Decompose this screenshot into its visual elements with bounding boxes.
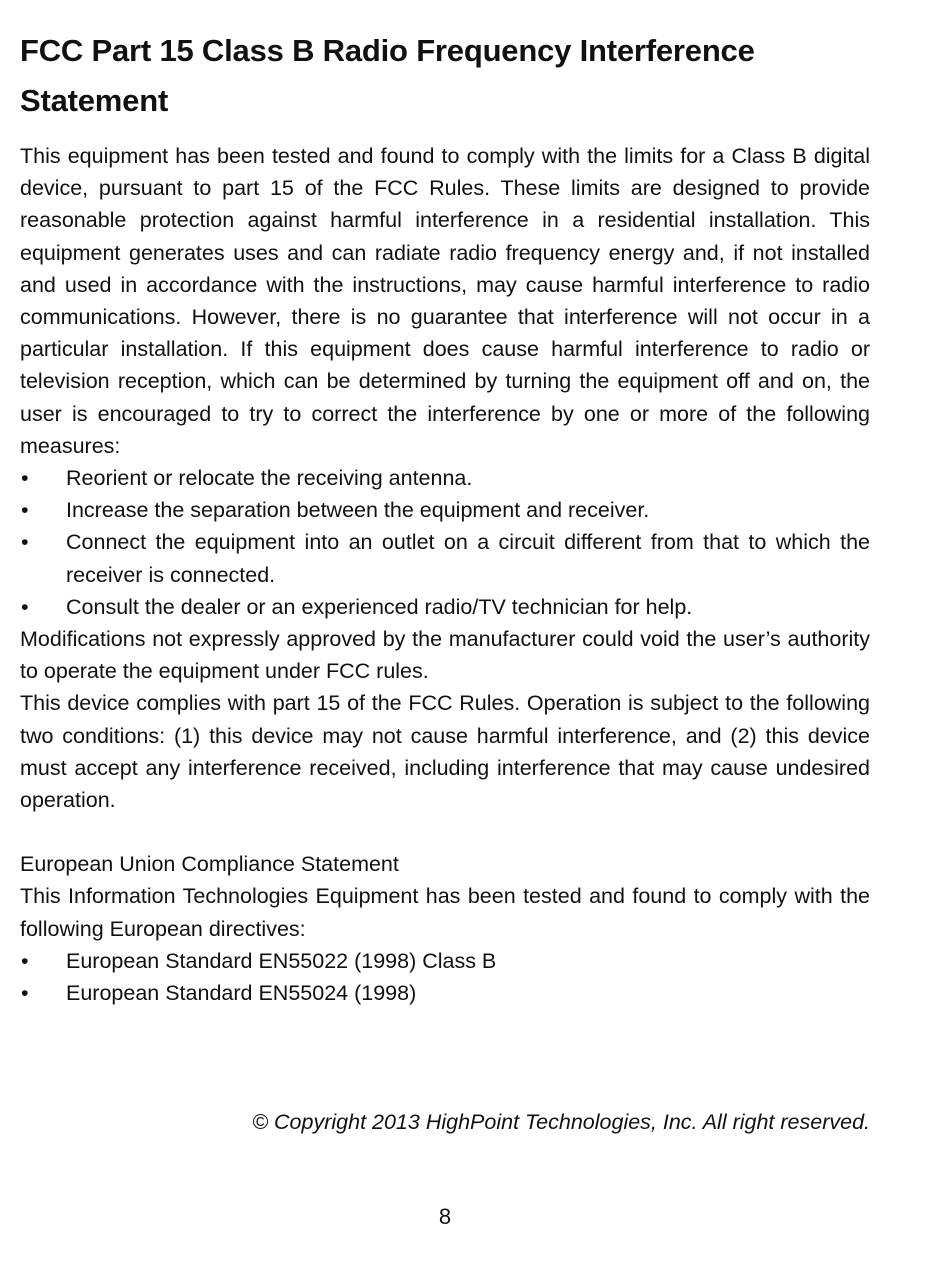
page-number: 8	[438, 1204, 452, 1229]
document-page	[20, 26, 870, 1009]
bullet-icon: •	[21, 498, 29, 523]
eu-standards-list	[20, 945, 870, 1009]
list-item	[20, 977, 870, 1009]
fcc-compliance-paragraph: This device complies with part 15 of the FCC Rules. Operation is subject to the following two conditions: (1) this device may not cause harmful interference, and (2) this device must accept any interference received, including interference that may cause undesired operation.	[20, 691, 870, 813]
list-item-text: European Standard EN55024 (1998)	[66, 981, 417, 1006]
list-item	[20, 526, 870, 590]
list-item-text: Reorient or relocate the receiving antenna.	[66, 466, 473, 491]
list-item	[20, 494, 870, 526]
bullet-icon: •	[21, 466, 29, 491]
fcc-modifications-paragraph: Modifications not expressly approved by the manufacturer could void the user’s authority to operate the equipment under FCC rules.	[20, 627, 870, 684]
section-spacer	[20, 816, 870, 848]
list-item	[20, 462, 870, 494]
fcc-intro-paragraph: This equipment has been tested and found to comply with the limits for a Class B digital device, pursuant to part 15 of the FCC Rules. These limits are designed to provide reasonable protection against harmful interference in a residential installation. This equipment generates uses and can radiate radio frequency energy and, if not installed and used in accordance with the instructions, may cause harmful interference to radio communications. However, there is no guarantee that interference will not occur in a particular installation. If this equipment does cause harmful interference to radio or television reception, which can be determined by turning the equipment off and on, the user is encouraged to try to correct the interference by one or more of the following measures:	[20, 144, 870, 458]
list-item	[20, 591, 870, 623]
bullet-icon: •	[21, 981, 29, 1006]
list-item	[20, 945, 870, 977]
list-item-text: Consult the dealer or an experienced radio/TV technician for help.	[66, 594, 693, 619]
copyright-notice: © Copyright 2013 HighPoint Technologies, Inc. All right reserved.	[252, 1110, 870, 1134]
list-item-text: Increase the separation between the equipment and receiver.	[66, 498, 650, 523]
bullet-icon: •	[21, 530, 29, 555]
eu-heading: European Union Compliance Statement	[20, 852, 399, 877]
bullet-icon: •	[21, 948, 29, 973]
fcc-heading: FCC Part 15 Class B Radio Frequency Interference Statement	[20, 33, 755, 118]
bullet-icon: •	[21, 594, 29, 619]
list-item-text: European Standard EN55022 (1998) Class B	[66, 948, 497, 973]
eu-intro-paragraph: This Information Technologies Equipment has been tested and found to comply with the following European directives:	[20, 884, 870, 941]
list-item-text: Connect the equipment into an outlet on a circuit different from that to which the receiver is connected.	[66, 530, 870, 587]
fcc-measures-list	[20, 462, 870, 623]
